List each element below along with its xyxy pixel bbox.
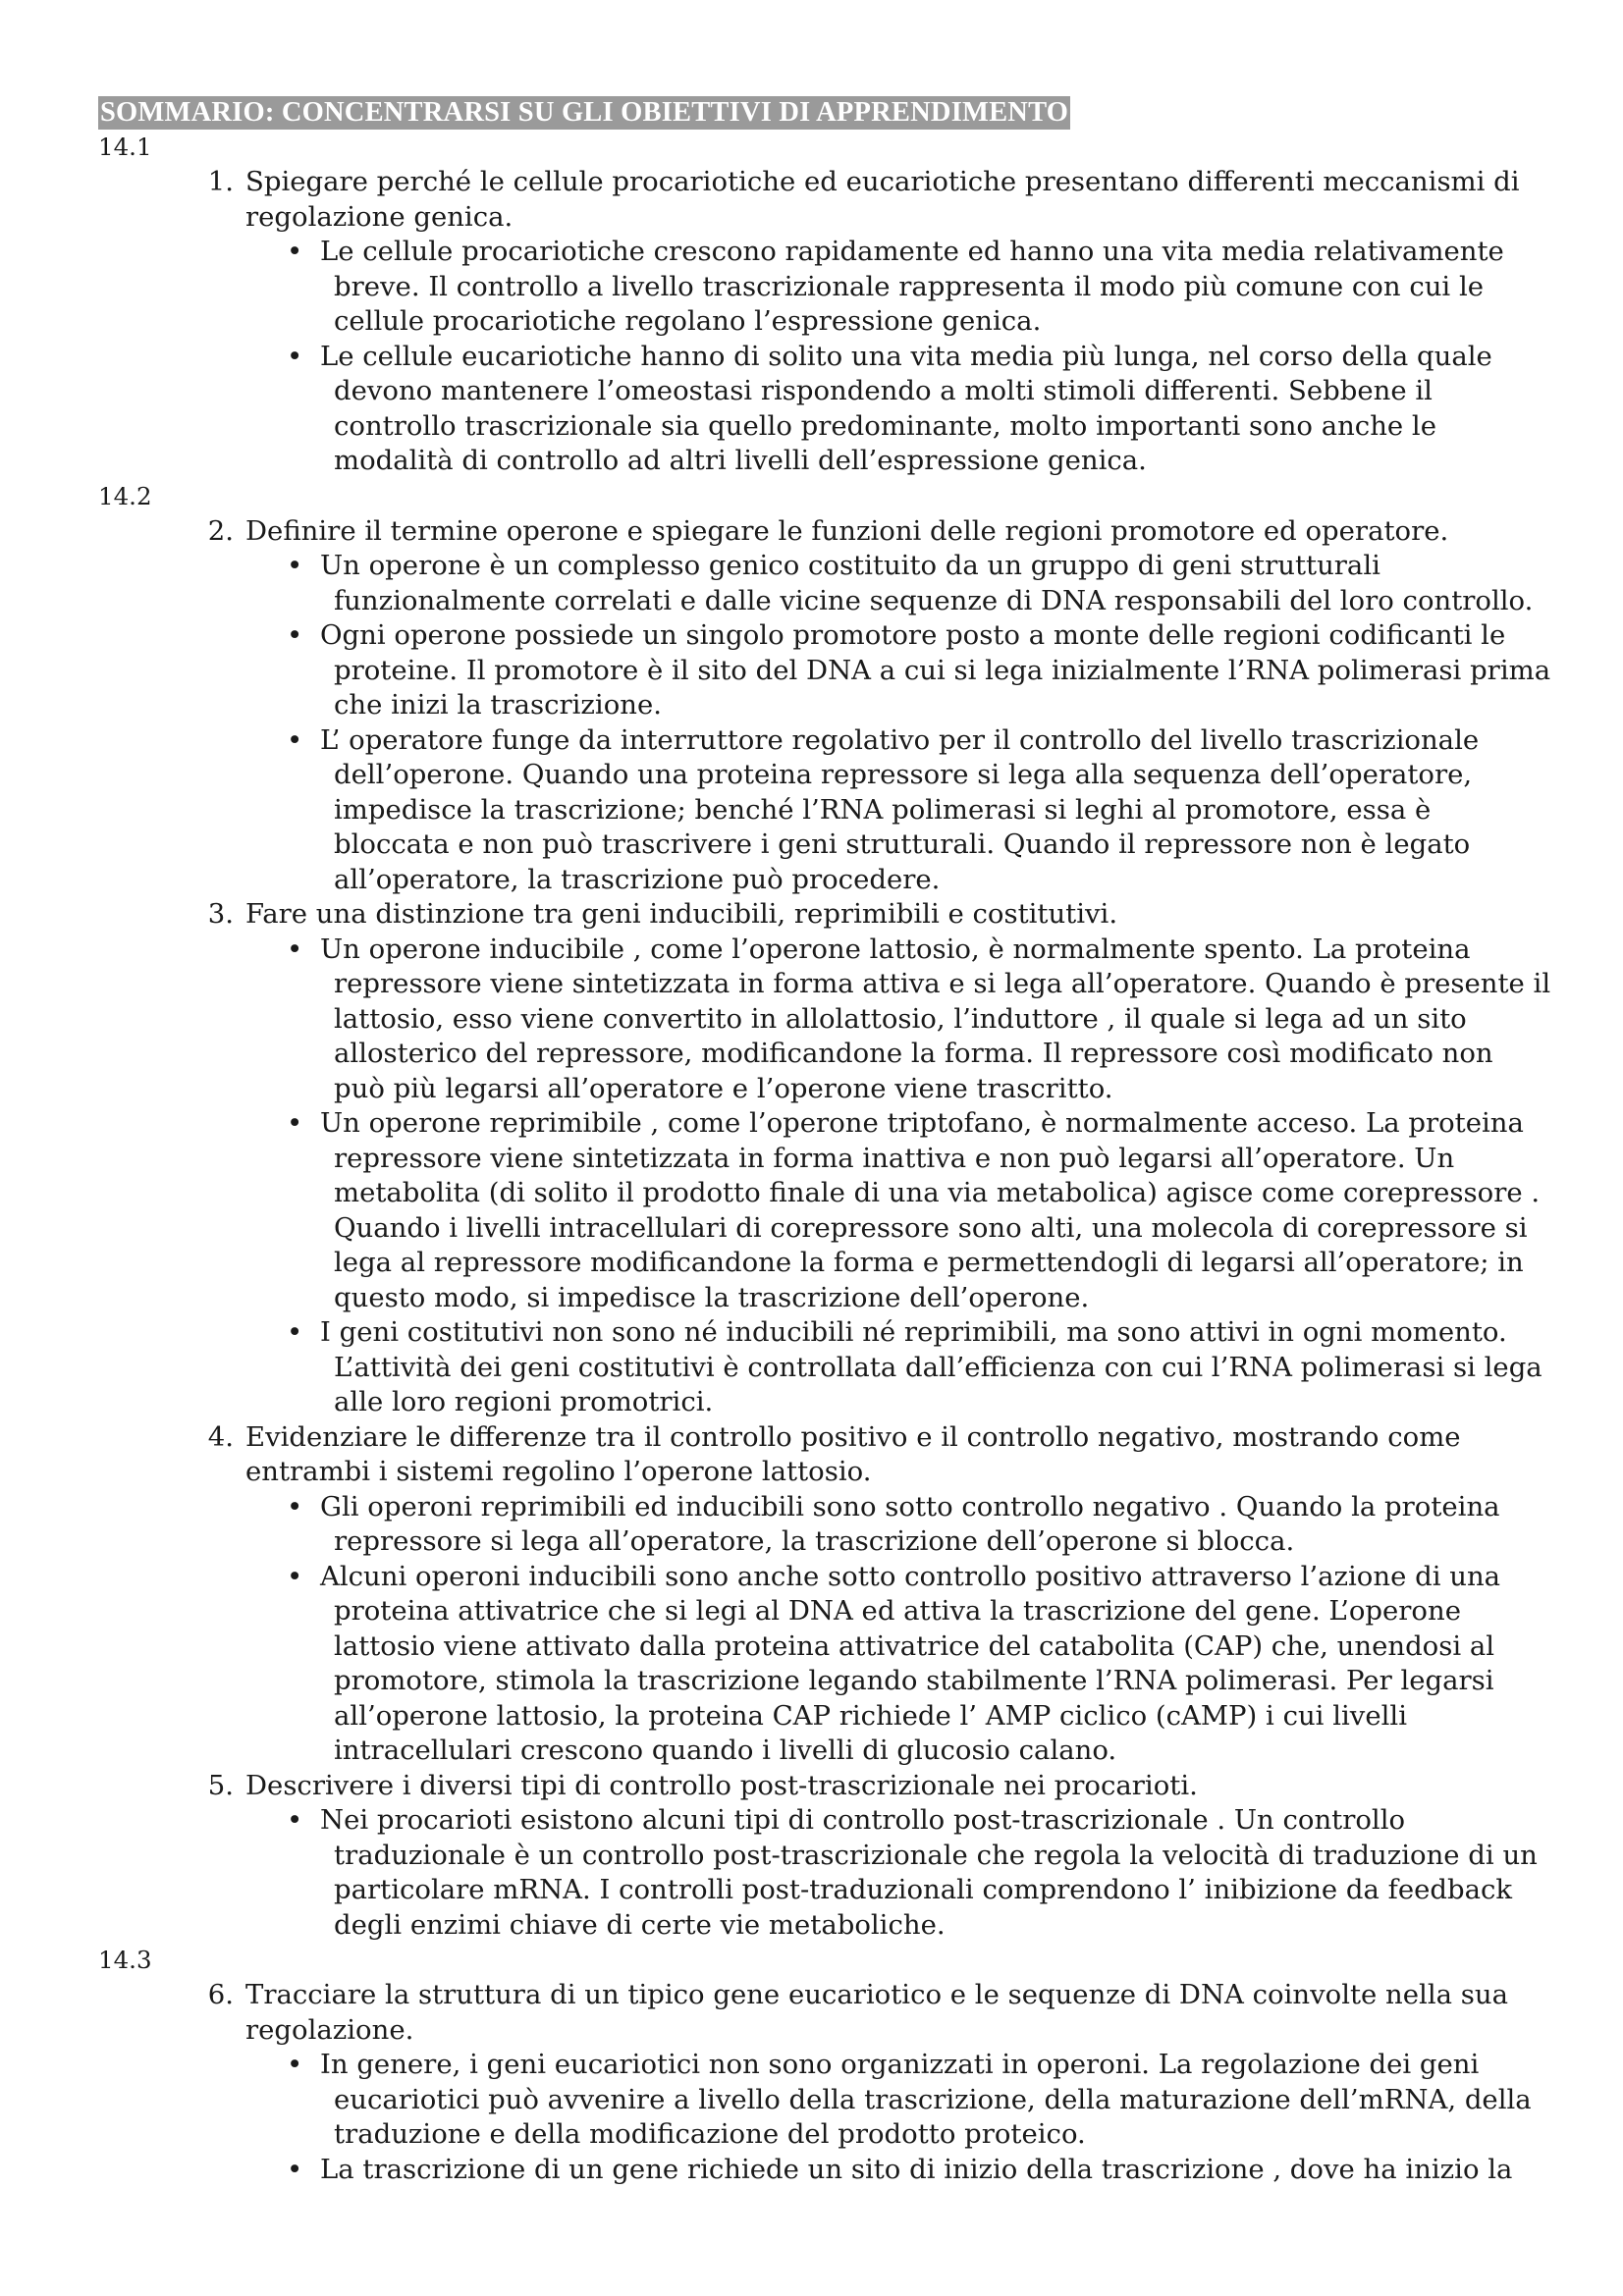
bullet-item (98, 1560, 1551, 1769)
bullet-icon: • (287, 933, 303, 965)
bullet-item (98, 235, 1551, 340)
objective-item (98, 1769, 1551, 1804)
bullet-item (98, 933, 1551, 1107)
bullet-icon: • (287, 2153, 303, 2185)
item-text: Definire il termine operone e spiegare le funzioni delle regioni promotore ed operatore. (245, 514, 1449, 547)
bullet-text: Le cellule eucariotiche hanno di solito una vita media più lunga, nel corso della quale devono mantenere l’omeostasi rispondendo a molti stimoli differenti. Sebbene il controllo trascrizionale sia quello predominante, molto importanti sono anche le modalità di controllo ad altri livelli dell’espressione genica. (320, 340, 1492, 476)
item-number: 1. (207, 166, 234, 197)
bullet-text: Gli operoni reprimibili ed inducibili sono sotto controllo negativo . Quando la proteina repressore si lega all’operatore, la trascrizione dell’operone si blocca. (320, 1490, 1500, 1557)
document-page (98, 96, 1551, 2187)
item-text: Spiegare perché le cellule procariotiche ed eucariotiche presentano differenti meccanismi di regolazione genica. (245, 166, 1520, 233)
objective-item (98, 514, 1551, 550)
bullet-item (98, 549, 1551, 618)
bullet-icon: • (287, 550, 303, 581)
bullet-text: L’ operatore funge da interruttore regolativo per il controllo del livello trascrizionale dell’operone. Quando una proteina repressore si lega alla sequenza dell’operatore, impedisce la trascrizione; benché l’RNA polimerasi si leghi al promotore, essa è bloccata e non può trascrivere i geni strutturali. Quando il repressore non è legato all’operatore, la trascrizione può procedere. (320, 723, 1480, 895)
bullet-icon: • (287, 1107, 303, 1139)
bullet-text: Le cellule procariotiche crescono rapidamente ed hanno una vita media relativamente breve. Il controllo a livello trascrizionale rappresenta il modo più comune con cui le cellule procariotiche regolano l’espressione genica. (320, 236, 1504, 337)
item-text: Fare una distinzione tra geni inducibili, reprimibili e costitutivi. (245, 898, 1118, 930)
item-number: 5. (207, 1769, 234, 1801)
objective-item (98, 1978, 1551, 2048)
bullet-icon: • (287, 619, 303, 651)
bullet-icon: • (287, 236, 303, 267)
bullet-item (98, 723, 1551, 898)
item-number: 3. (207, 898, 234, 930)
bullet-icon: • (287, 1316, 303, 1348)
section-14-3 (98, 1943, 1551, 2187)
bullet-icon: • (287, 2049, 303, 2080)
section-14-1 (98, 130, 1551, 479)
bullet-item (98, 2048, 1551, 2153)
bullet-text: Alcuni operoni inducibili sono anche sotto controllo positivo attraverso l’azione di una proteina attivatrice che si legi al DNA ed attiva la trascrizione del gene. L’operone lattosio viene attivato dalla proteina attivatrice del catabolita (CAP) che, unendosi al promotore, stimola la trascrizione legando stabilmente l’RNA polimerasi. Per legarsi all’operone lattosio, la proteina CAP richiede l’ AMP ciclico (cAMP) i cui livelli intracellulari crescono quando i livelli di glucosio calano. (320, 1560, 1501, 1766)
item-text: Descrivere i diversi tipi di controllo post-trascrizionale nei procarioti. (245, 1769, 1198, 1801)
bullet-item (98, 1490, 1551, 1560)
bullet-text: Un operone è un complesso genico costituito da un gruppo di geni strutturali funzionalmente correlati e dalle vicine sequenze di DNA responsabili del loro controllo. (320, 550, 1534, 616)
item-number: 4. (207, 1420, 234, 1453)
bullet-icon: • (287, 1804, 303, 1836)
bullet-icon: • (287, 723, 303, 756)
section-number: 14.1 (98, 133, 152, 161)
bullet-item (98, 618, 1551, 723)
section-number: 14.2 (98, 481, 152, 510)
bullet-text: I geni costitutivi non sono né inducibili né reprimibili, ma sono attivi in ogni momento. L’attività dei geni costitutivi è controllata dall’efficienza con cui l’RNA polimerasi si lega alle loro regioni promotrici. (320, 1316, 1542, 1417)
section-14-2 (98, 479, 1551, 1944)
item-text: Evidenziare le differenze tra il controllo positivo e il controllo negativo, mostrando come entrambi i sistemi regolino l’operone lattosio. (245, 1420, 1461, 1487)
objective-item (98, 165, 1551, 235)
bullet-text: Ogni operone possiede un singolo promotore posto a monte delle regioni codificanti le proteine. Il promotore è il sito del DNA a cui si lega inizialmente l’RNA polimerasi prima che inizi la trascrizione. (320, 619, 1551, 721)
item-number: 2. (207, 514, 234, 547)
item-text: Tracciare la struttura di un tipico gene eucariotico e le sequenze di DNA coinvolte nella sua regolazione. (245, 1979, 1508, 2046)
bullet-icon: • (287, 340, 303, 372)
bullet-item (98, 2153, 1551, 2188)
bullet-text: Un operone reprimibile , come l’operone triptofano, è normalmente acceso. La proteina repressore viene sintetizzata in forma inattiva e non può legarsi all’operatore. Un metabolita (di solito il prodotto finale di una via metabolica) agisce come corepressore . Quando i livelli intracellulari di corepressore sono alti, una molecola di corepressore si lega al repressore modificandone la forma e permettendogli di legarsi all’operatore; in questo modo, si impedisce la trascrizione dell’operone. (320, 1107, 1541, 1313)
section-number: 14.3 (98, 1946, 152, 1974)
bullet-item (98, 1803, 1551, 1943)
bullet-item (98, 1315, 1551, 1420)
bullet-item (98, 340, 1551, 479)
bullet-icon: • (287, 1560, 303, 1592)
title-highlight: SOMMARIO: CONCENTRARSI SU GLI OBIETTIVI DI APPRENDIMENTO (100, 97, 1069, 128)
item-number: 6. (207, 1979, 234, 2010)
bullet-text: La trascrizione di un gene richiede un sito di inizio della trascrizione , dove ha inizio la (320, 2153, 1513, 2185)
page-title (98, 96, 1551, 130)
objective-item (98, 897, 1551, 933)
bullet-item (98, 1106, 1551, 1315)
bullet-icon: • (287, 1490, 303, 1522)
bullet-text: Nei procarioti esistono alcuni tipi di controllo post-trascrizionale . Un controllo traduzionale è un controllo post-trascrizionale che regola la velocità di traduzione di un particolare mRNA. I controlli post-traduzionali comprendono l’ inibizione da feedback degli enzimi chiave di certe vie metaboliche. (320, 1804, 1538, 1941)
bullet-text: Un operone inducibile , come l’operone lattosio, è normalmente spento. La proteina repressore viene sintetizzata in forma attiva e si lega all’operatore. Quando è presente il lattosio, esso viene convertito in allolattosio, l’induttore , il quale si lega ad un sito allosterico del repressore, modificandone la forma. Il repressore così modificato non può più legarsi all’operatore e l’operone viene trascritto. (320, 933, 1551, 1104)
bullet-text: In genere, i geni eucariotici non sono organizzati in operoni. La regolazione dei geni eucariotici può avvenire a livello della trascrizione, della maturazione dell’mRNA, della traduzione e della modificazione del prodotto proteico. (320, 2049, 1532, 2150)
objective-item (98, 1420, 1551, 1490)
